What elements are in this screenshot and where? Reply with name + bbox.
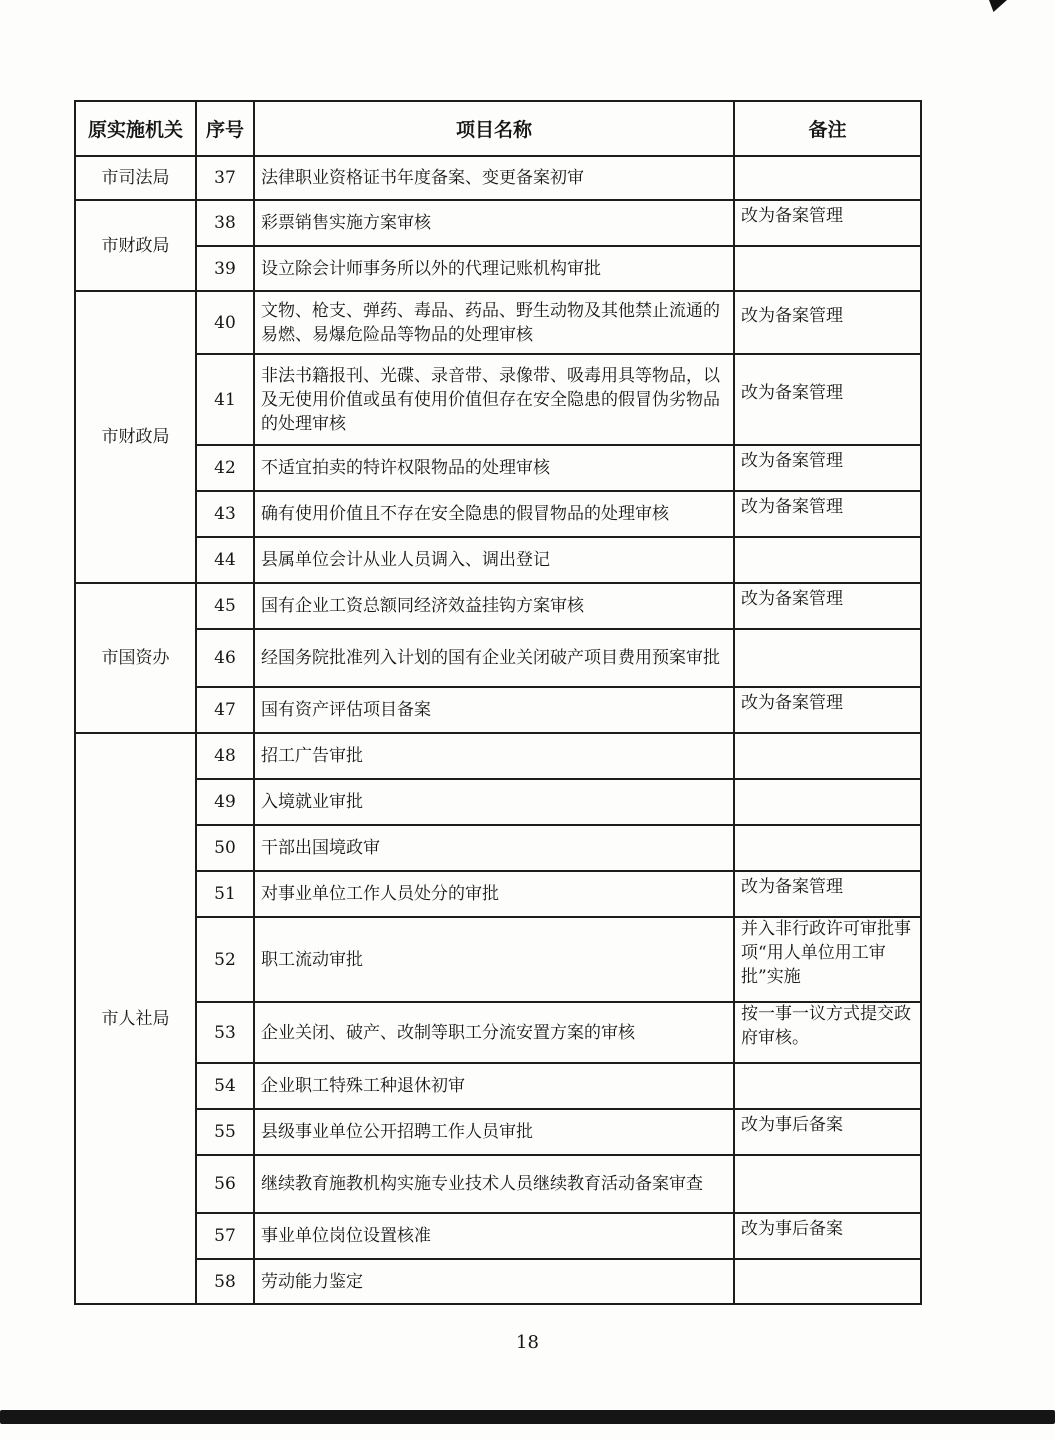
item-name-cell: 不适宜拍卖的特许权限物品的处理审核 (254, 445, 734, 491)
note-cell (734, 1002, 921, 1063)
note-text: 按一事一议方式提交政府审核。 (741, 1003, 911, 1048)
item-number-cell: 58 (196, 1259, 254, 1304)
item-name-cell: 确有使用价值且不存在安全隐患的假冒物品的处理审核 (254, 491, 734, 537)
note-cell (734, 445, 921, 491)
note-cell (734, 354, 921, 445)
item-number-cell: 40 (196, 291, 254, 354)
item-name-cell: 对事业单位工作人员处分的审批 (254, 871, 734, 917)
note-cell (734, 1259, 921, 1304)
note-cell (734, 291, 921, 354)
item-name-cell: 企业职工特殊工种退休初审 (254, 1063, 734, 1109)
agency-cell: 市财政局 (75, 291, 196, 583)
item-name-cell: 企业关闭、破产、改制等职工分流安置方案的审核 (254, 1002, 734, 1063)
item-number-cell: 54 (196, 1063, 254, 1109)
agency-cell: 市司法局 (75, 156, 196, 200)
item-name-cell: 法律职业资格证书年度备案、变更备案初审 (254, 156, 734, 200)
page-number: 18 (516, 1332, 539, 1353)
item-name-cell: 文物、枪支、弹药、毒品、药品、野生动物及其他禁止流通的易燃、易爆危险品等物品的处理审核 (254, 291, 734, 354)
note-text: 改为备案管理 (741, 589, 843, 609)
note-cell (734, 1109, 921, 1155)
header-agency: 原实施机关 (75, 101, 196, 156)
item-name-cell: 彩票销售实施方案审核 (254, 200, 734, 246)
table-row (75, 871, 921, 917)
note-cell (734, 156, 921, 200)
note-cell (734, 871, 921, 917)
item-name-cell: 干部出国境政审 (254, 825, 734, 871)
approval-items-table (74, 100, 922, 1305)
item-number-cell: 55 (196, 1109, 254, 1155)
table-row (75, 583, 921, 629)
item-number-cell: 52 (196, 917, 254, 1002)
table-row (75, 1063, 921, 1109)
table-row (75, 537, 921, 583)
item-name-cell: 国有企业工资总额同经济效益挂钩方案审核 (254, 583, 734, 629)
note-cell (734, 537, 921, 583)
note-text: 改为备案管理 (741, 451, 843, 471)
note-cell (734, 1063, 921, 1109)
table-row (75, 629, 921, 687)
table-row (75, 687, 921, 733)
table-row (75, 917, 921, 1002)
agency-cell: 市国资办 (75, 583, 196, 733)
item-name-cell: 国有资产评估项目备案 (254, 687, 734, 733)
note-cell (734, 1213, 921, 1259)
table-body (75, 156, 921, 1304)
table-row (75, 733, 921, 779)
item-name-cell: 县属单位会计从业人员调入、调出登记 (254, 537, 734, 583)
table-row (75, 200, 921, 246)
table-row (75, 1213, 921, 1259)
item-number-cell: 45 (196, 583, 254, 629)
header-note: 备注 (734, 101, 921, 156)
item-number-cell: 57 (196, 1213, 254, 1259)
table-row (75, 1002, 921, 1063)
item-number-cell: 56 (196, 1155, 254, 1213)
agency-cell: 市人社局 (75, 733, 196, 1304)
agency-cell: 市财政局 (75, 200, 196, 291)
note-cell (734, 825, 921, 871)
note-text: 并入非行政许可审批事项“用人单位用工审批”实施 (741, 918, 911, 987)
item-name-cell: 设立除会计师事务所以外的代理记账机构审批 (254, 246, 734, 291)
item-number-cell: 43 (196, 491, 254, 537)
scan-bottom-edge (0, 1410, 1055, 1424)
note-cell (734, 200, 921, 246)
item-number-cell: 39 (196, 246, 254, 291)
note-text: 改为事后备案 (741, 1115, 843, 1135)
note-text: 改为备案管理 (741, 206, 843, 226)
item-number-cell: 48 (196, 733, 254, 779)
table-row (75, 1155, 921, 1213)
note-text: 改为备案管理 (741, 382, 843, 403)
note-cell (734, 733, 921, 779)
item-number-cell: 42 (196, 445, 254, 491)
note-text: 改为备案管理 (741, 497, 843, 517)
table-row (75, 291, 921, 354)
note-text: 改为备案管理 (741, 877, 843, 897)
table-row (75, 491, 921, 537)
table-row (75, 354, 921, 445)
header-item-name: 项目名称 (254, 101, 734, 156)
table-row (75, 156, 921, 200)
item-name-cell: 继续教育施教机构实施专业技术人员继续教育活动备案审查 (254, 1155, 734, 1213)
note-cell (734, 491, 921, 537)
item-number-cell: 41 (196, 354, 254, 445)
table-row (75, 779, 921, 825)
item-name-cell: 非法书籍报刊、光碟、录音带、录像带、吸毒用具等物品，以及无使用价值或虽有使用价值但存在安全隐患的假冒伪劣物品的处理审核 (254, 354, 734, 445)
item-name-cell: 招工广告审批 (254, 733, 734, 779)
table-row (75, 1259, 921, 1304)
note-cell (734, 629, 921, 687)
item-number-cell: 44 (196, 537, 254, 583)
item-name-cell: 县级事业单位公开招聘工作人员审批 (254, 1109, 734, 1155)
item-name-cell: 劳动能力鉴定 (254, 1259, 734, 1304)
scan-corner-mark (989, 0, 1007, 12)
note-text: 改为备案管理 (741, 693, 843, 713)
note-cell (734, 583, 921, 629)
item-number-cell: 37 (196, 156, 254, 200)
item-number-cell: 53 (196, 1002, 254, 1063)
item-name-cell: 职工流动审批 (254, 917, 734, 1002)
note-cell (734, 246, 921, 291)
header-number: 序号 (196, 101, 254, 156)
table-header-row (75, 101, 921, 156)
item-number-cell: 49 (196, 779, 254, 825)
table-row (75, 246, 921, 291)
table-row (75, 445, 921, 491)
note-cell (734, 1155, 921, 1213)
item-number-cell: 51 (196, 871, 254, 917)
table-row (75, 825, 921, 871)
note-cell (734, 917, 921, 1002)
note-cell (734, 779, 921, 825)
item-number-cell: 50 (196, 825, 254, 871)
table-row (75, 1109, 921, 1155)
note-text: 改为备案管理 (741, 305, 843, 326)
item-name-cell: 入境就业审批 (254, 779, 734, 825)
item-number-cell: 46 (196, 629, 254, 687)
item-number-cell: 38 (196, 200, 254, 246)
note-text: 改为事后备案 (741, 1219, 843, 1239)
item-name-cell: 事业单位岗位设置核准 (254, 1213, 734, 1259)
note-cell (734, 687, 921, 733)
item-name-cell: 经国务院批准列入计划的国有企业关闭破产项目费用预案审批 (254, 629, 734, 687)
item-number-cell: 47 (196, 687, 254, 733)
